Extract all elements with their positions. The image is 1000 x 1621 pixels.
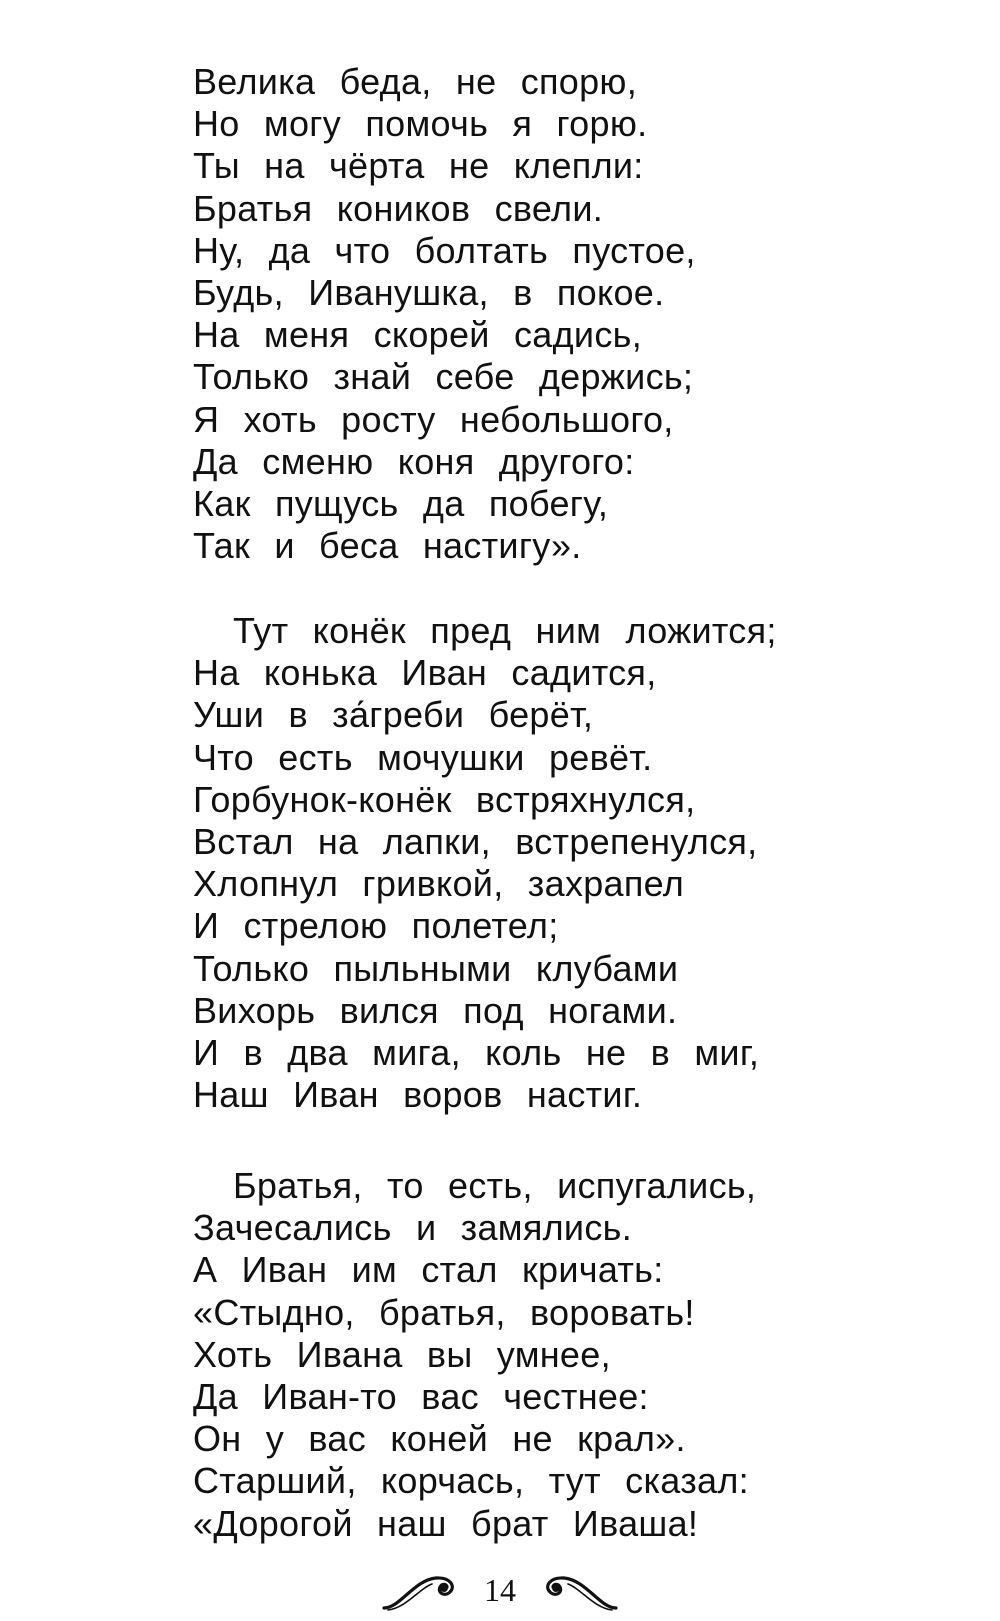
verse-line: Только пыльными клубами bbox=[193, 947, 679, 989]
verse-line: Встал на лапки, встрепенулся, bbox=[193, 820, 758, 862]
verse-line: Вихорь вился под ногами. bbox=[193, 989, 678, 1031]
verse-line: Но могу помочь я горю. bbox=[193, 103, 648, 145]
verse-line: Братья коников свели. bbox=[193, 187, 604, 229]
verse-line: Уши в за́греби берёт, bbox=[193, 694, 594, 736]
verse-line: А Иван им стал кричать: bbox=[193, 1249, 664, 1291]
verse-line: Тут конёк пред ним ложится; bbox=[233, 610, 777, 651]
verse-line: Хлопнул гривкой, захрапел bbox=[193, 863, 685, 905]
verse-line: «Стыдно, братья, воровать! bbox=[193, 1291, 695, 1333]
verse-line: Да Иван-то вас честнее: bbox=[193, 1375, 649, 1417]
verse-line: Велика беда, не спорю, bbox=[193, 61, 638, 102]
stanza-1 bbox=[193, 61, 933, 567]
verse-line: На конька Иван садится, bbox=[193, 652, 657, 694]
verse-line: Так и беса настигу». bbox=[193, 525, 582, 567]
verse-line: И в два мига, коль не в миг, bbox=[193, 1031, 760, 1073]
verse-line: Братья, то есть, испугались, bbox=[233, 1165, 757, 1206]
scroll-flourish-icon bbox=[540, 1568, 620, 1612]
verse-line: Хоть Ивана вы умнее, bbox=[193, 1333, 611, 1375]
verse-line: Наш Иван воров настиг. bbox=[193, 1074, 643, 1116]
verse-line: Ты на чёрта не клепли: bbox=[193, 145, 644, 187]
verse-line: И стрелою полетел; bbox=[193, 905, 559, 947]
verse-line: Как пущусь да побегу, bbox=[193, 482, 609, 524]
verse-line: Зачесались и замялись. bbox=[193, 1207, 633, 1249]
stanza-2 bbox=[193, 610, 933, 1116]
verse-line: Что есть мочушки ревёт. bbox=[193, 736, 653, 778]
verse-line: Будь, Иванушка, в покое. bbox=[193, 271, 665, 313]
verse-line: Он у вас коней не крал». bbox=[193, 1418, 686, 1460]
verse-line: Горбунок-конёк встряхнулся, bbox=[193, 778, 696, 820]
verse-line: На меня скорей садись, bbox=[193, 314, 642, 356]
verse-line: «Дорогой наш брат Иваша! bbox=[193, 1502, 699, 1544]
verse-line: Старший, корчась, тут сказал: bbox=[193, 1460, 749, 1502]
verse-line: Да сменю коня другого: bbox=[193, 440, 635, 482]
verse-line: Я хоть росту небольшого, bbox=[193, 398, 674, 440]
stanza-3 bbox=[193, 1165, 933, 1545]
page-number: 14 bbox=[484, 1572, 516, 1608]
verse-line: Только знай себе держись; bbox=[193, 356, 694, 398]
verse-line: Ну, да что болтать пустое, bbox=[193, 229, 696, 271]
page-footer bbox=[380, 1568, 620, 1612]
